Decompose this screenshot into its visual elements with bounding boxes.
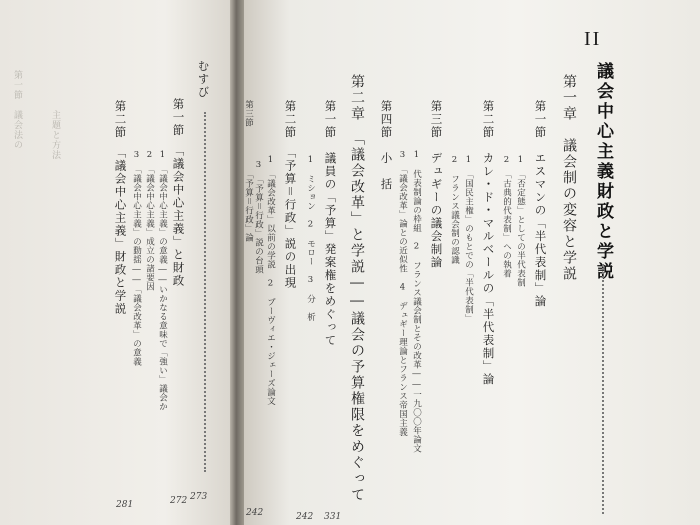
page-number: 281: [116, 500, 134, 510]
ch1-section2-heading: 第二節 カレ・ド・マルベールの「半代表制」論: [481, 100, 496, 386]
ch2-sec2-item1: 1 「議会改革」以前の学説 2 ブーヴィエ・ジェーズ論文: [265, 155, 276, 406]
ch2-sec2-item3: 「予算＝行政」論: [244, 170, 254, 242]
left-item2: 2 「議会中心主義」成立の諸要因: [144, 150, 155, 292]
ch2-sec2-item2: 3 「予算＝行政」説の台頭: [253, 160, 264, 275]
page-number: 242: [296, 512, 314, 522]
page-number: 331: [324, 512, 342, 522]
ch1-sec2-item2: 2 フランス議会制の認識: [449, 155, 460, 265]
ch1-section3-heading: 第三節 デュギーの議会制論: [429, 100, 444, 269]
left-page: [0, 0, 236, 525]
leader-dots: [602, 264, 604, 514]
right-page: [244, 0, 700, 525]
part-title: 議会中心主義財政と学説: [593, 62, 613, 282]
ch1-sec3-item2: 3 「議会改革」論との近似性 4 デュギー理論とフランス帝国主義: [397, 150, 408, 437]
ch1-sec1-item1: 1 「否定態」としての半代表制: [515, 155, 526, 288]
page-number: 272: [170, 496, 188, 506]
ch2-section3-heading: 第三節: [244, 100, 254, 127]
musubi-heading: むすび: [196, 60, 211, 99]
left-section1-heading: 第一節 「議会中心主義」と財政: [171, 98, 186, 288]
ch1-sec1-item2: 2 「古典的代表制」への執着: [501, 155, 512, 279]
left-item3: 3 「議会中心主義」の動揺――「議会改革」の意義: [131, 150, 142, 367]
chapter2-heading: 第二章 「議会改革」と学説――議会の予算権限をめぐって: [349, 74, 365, 503]
ch2-sec1-item1: 1 ミション 2 モロー 3 分 析: [305, 155, 316, 322]
ch1-section4-heading: 第四節 小 括: [379, 100, 394, 191]
bleed-text: 第一節 議会法の: [12, 70, 22, 150]
page-number: 273: [190, 492, 208, 502]
ch2-section1-heading: 第一節 議員の「予算」発案権をめぐって: [323, 100, 338, 347]
chapter1-heading: 第一章 議会制の変容と学説: [561, 74, 577, 282]
ch2-section2-heading: 第二節 「予算＝行政」説の出現: [283, 100, 298, 290]
page-number: 242: [246, 508, 264, 518]
bleed-text: 主題と方法: [50, 110, 60, 160]
leader-dots: [204, 112, 206, 472]
ch1-sec2-item1: 1 「国民主権」のもとでの「半代表制」: [463, 155, 474, 324]
ch1-sec3-item1: 1 代表制論の枠組 2 フランス議会制とその改革――一九〇〇年論文: [411, 150, 422, 453]
part-number: II: [584, 28, 602, 50]
ch1-section1-heading: 第一節 エスマンの「半代表制」論: [533, 100, 548, 308]
book-gutter: [230, 0, 244, 525]
left-section2-heading: 第二節 「議会中心主義」財政と学説: [113, 100, 128, 316]
left-item1: 1 「議会中心主義」の意義――いかなる意味で「強い」議会か: [157, 150, 168, 412]
